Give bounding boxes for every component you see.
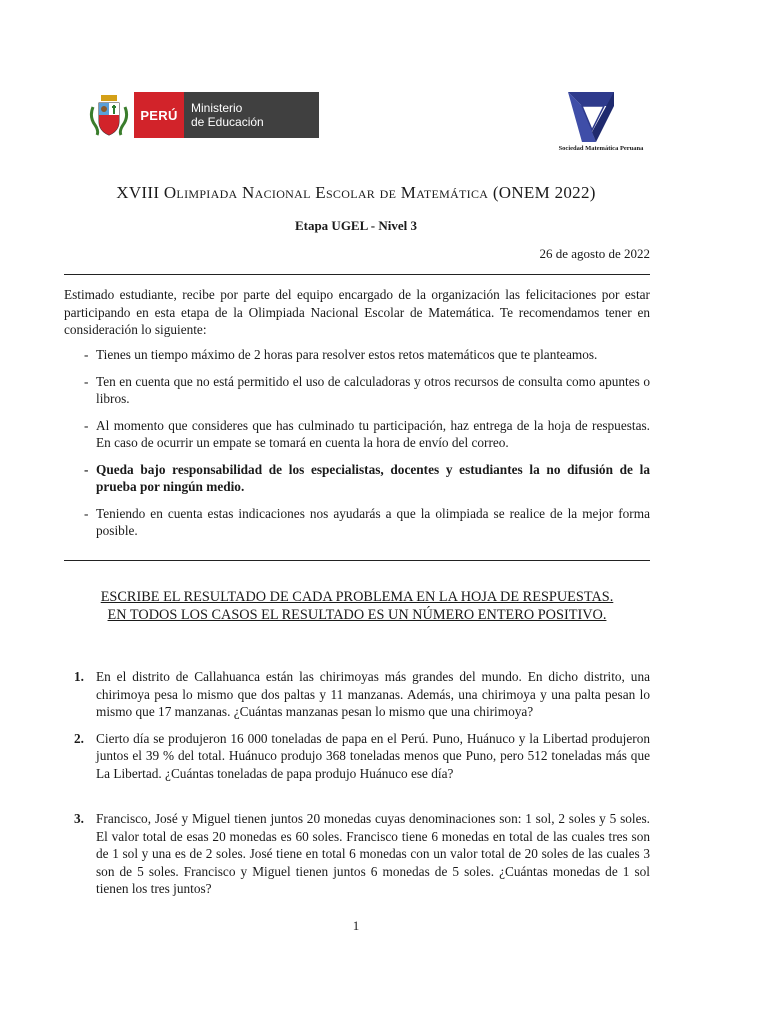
instructions-line-2: EN TODOS LOS CASOS EL RESULTADO ES UN NÚMERO ENTERO POSITIVO. bbox=[107, 607, 607, 623]
answer-instructions bbox=[64, 588, 650, 624]
peru-shield-icon bbox=[84, 92, 134, 138]
list-item: - Tienes un tiempo máximo de 2 horas para resolver estos retos matemáticos que te planteamos. bbox=[84, 347, 598, 362]
ministry-line-2: de Educación bbox=[191, 115, 264, 129]
page-title bbox=[0, 183, 712, 203]
smp-caption: Sociedad Matemática Peruana bbox=[558, 145, 644, 152]
page-number: 1 bbox=[352, 918, 360, 933]
bottom-divider bbox=[64, 560, 650, 561]
list-item-warning: - Queda bajo responsabilidad de los especialistas, docentes y estudiantes la no difusión de la prueba por ningún medio. bbox=[84, 461, 650, 494]
title-suffix: (ONEM 2022) bbox=[492, 183, 596, 202]
list-item: - Al momento que consideres que has culminado tu participación, haz entrega de la hoja de respuestas. En caso de ocurrir un empate se tomará en cuenta la hora de envío del correo. bbox=[84, 417, 650, 450]
title-edition: XVIII bbox=[116, 183, 160, 202]
stage-subtitle: Etapa UGEL - Nivel 3 bbox=[294, 218, 418, 233]
problem-text: Cierto día se produjeron 16 000 toneladas de papa en el Perú. Puno, Huánuco y la Libertad produjeron juntos el 39 % del total. Huánuco produjo 368 toneladas menos que Puno, pero 512 toneladas más que La Libertad. ¿Cuántas toneladas de papa produjo Huánuco ese día? bbox=[96, 730, 650, 781]
list-item: - Teniendo en cuenta estas indicaciones nos ayudarás a que la olimpiada se realice de la mejor forma posible. bbox=[84, 505, 650, 538]
problem-number: 1. bbox=[74, 669, 84, 684]
problem-number: 2. bbox=[74, 730, 84, 746]
top-divider bbox=[64, 274, 650, 275]
ministry-name bbox=[184, 92, 319, 138]
problems-list bbox=[64, 668, 650, 898]
intro-paragraph: Estimado estudiante, recibe por parte del equipo encargado de la organización las felicitaciones por estar participando en esta etapa de la Olimpiada Nacional Escolar de Matemática. Te recomendamos tener en consideración lo siguiente: bbox=[64, 287, 650, 337]
problem-item bbox=[64, 730, 650, 783]
title-text: Olimpiada Nacional Escolar de Matemática bbox=[163, 183, 489, 202]
problem-number: 3. bbox=[74, 811, 84, 826]
minedu-logo bbox=[84, 92, 319, 138]
exam-date: 26 de agosto de 2022 bbox=[539, 246, 650, 261]
ministry-line-1: Ministerio bbox=[191, 101, 243, 115]
problem-text: Francisco, José y Miguel tienen juntos 20 monedas cuyas denominaciones son: 1 sol, 2 soles y 5 soles. El valor total de esas 20 monedas es 60 soles. Francisco tiene 6 monedas en total de las cuales tres son de 1 sol y una es de 2 soles. José tiene en total 6 monedas con un valor total de 20 soles de las cuales 3 son de 5 soles. Francisco y Miguel tienen juntos 6 monedas de 5 soles. ¿Cuántas monedas de 1 sol tienen los tres juntos? bbox=[96, 811, 650, 896]
peru-label: PERÚ bbox=[134, 92, 184, 138]
problem-text: En el distrito de Callahuanca están las chirimoyas más grandes del mundo. En dicho distrito, una chirimoya pesa lo mismo que dos paltas y 11 manzanas. Además, una chirimoya y una palta pesan lo mismo que 17 manzanas. ¿Cuántas manzanas pesan lo mismo que una chirimoya? bbox=[96, 669, 650, 719]
list-item: - Ten en cuenta que no está permitido el uso de calculadoras y otros recursos de consulta como apuntes o libros. bbox=[84, 373, 650, 406]
recommendations-list bbox=[84, 346, 650, 549]
problem-item bbox=[64, 810, 650, 898]
instructions-line-1: ESCRIBE EL RESULTADO DE CADA PROBLEMA EN LA HOJA DE RESPUESTAS. bbox=[100, 589, 614, 605]
problem-item bbox=[64, 668, 650, 721]
